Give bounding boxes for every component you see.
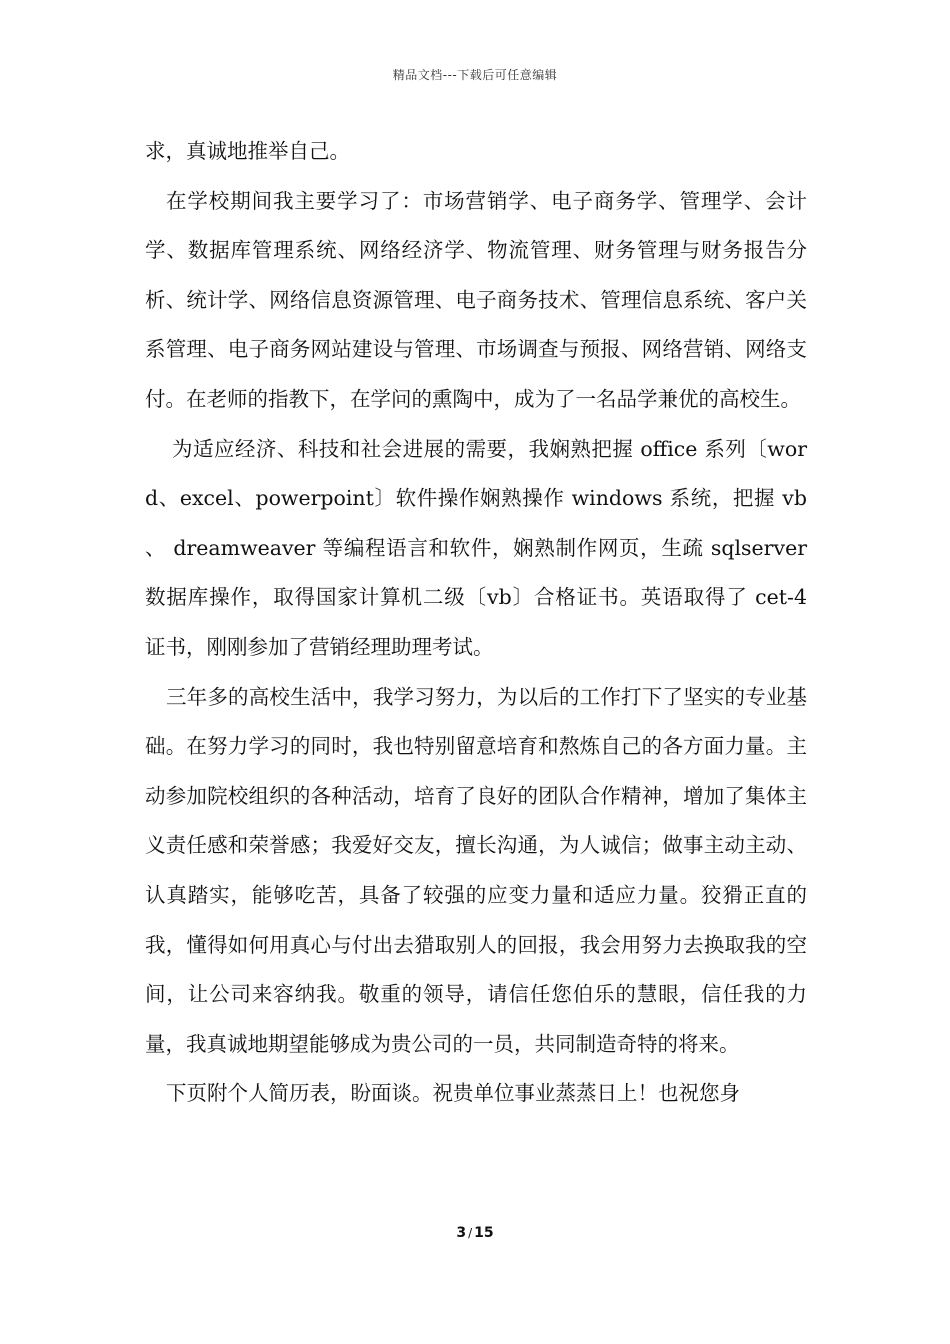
- page-number: [0, 1225, 950, 1241]
- paragraph-continuation: 求，真诚地推举自己。: [145, 139, 350, 163]
- paragraph-courses: 在学校期间我主要学习了：市场营销学、电子商务学、管理学、会计学、数据库管理系统、网络经济学、物流管理、财务管理与财务报告分析、统计学、网络信息资源管理、电子商务技术、管理信息系统、客户关系管理、电子商务网站建设与管理、市场调查与预报、网络营销、网络支付。在老师的指教下，在学问的熏陶中，成为了一名品学兼优的高校生。: [145, 188, 807, 411]
- total-pages-number: 15: [474, 1225, 494, 1241]
- paragraph-college-life: 三年多的高校生活中，我学习努力，为以后的工作打下了坚实的专业基础。在努力学习的同时，我也特别留意培育和熬炼自己的各方面力量。主动参加院校组织的各种活动，培育了良好的团队合作精神，增加了集体主义责任感和荣誉感；我爱好交友，擅长沟通，为人诚信；做事主动主动、认真踏实，能够吃苦，具备了较强的应变力量和适应力量。狡猾正直的我，懂得如何用真心与付出去猎取别人的回报，我会用努力去换取我的空间，让公司来容纳我。敬重的领导，请信任您伯乐的慧眼，信任我的力量，我真诚地期望能够成为贵公司的一员，共同制造奇特的将来。: [145, 684, 807, 1056]
- current-page-number: 3: [456, 1225, 467, 1241]
- paragraph-skills: 为适应经济、科技和社会进展的需要，我娴熟把握 office 系列〔word、excel、powerpoint〕软件操作娴熟操作 windows 系统，把握 vb 、 dreamweaver 等编程语言和软件，娴熟制作网页，生疏 sqlserver 数据库操作，取得国家计算机二级〔vb〕合格证书。英语取得了 cet-4 证书，刚刚参加了营销经理助理考试。: [145, 436, 807, 659]
- page-header: 精品文档---下载后可任意编辑: [392, 68, 558, 82]
- document-body: [145, 127, 807, 1119]
- paragraph-closing: 下页附个人简历表，盼面谈。祝贵单位事业蒸蒸日上！也祝您身: [166, 1081, 740, 1106]
- page-separator: /: [468, 1226, 473, 1240]
